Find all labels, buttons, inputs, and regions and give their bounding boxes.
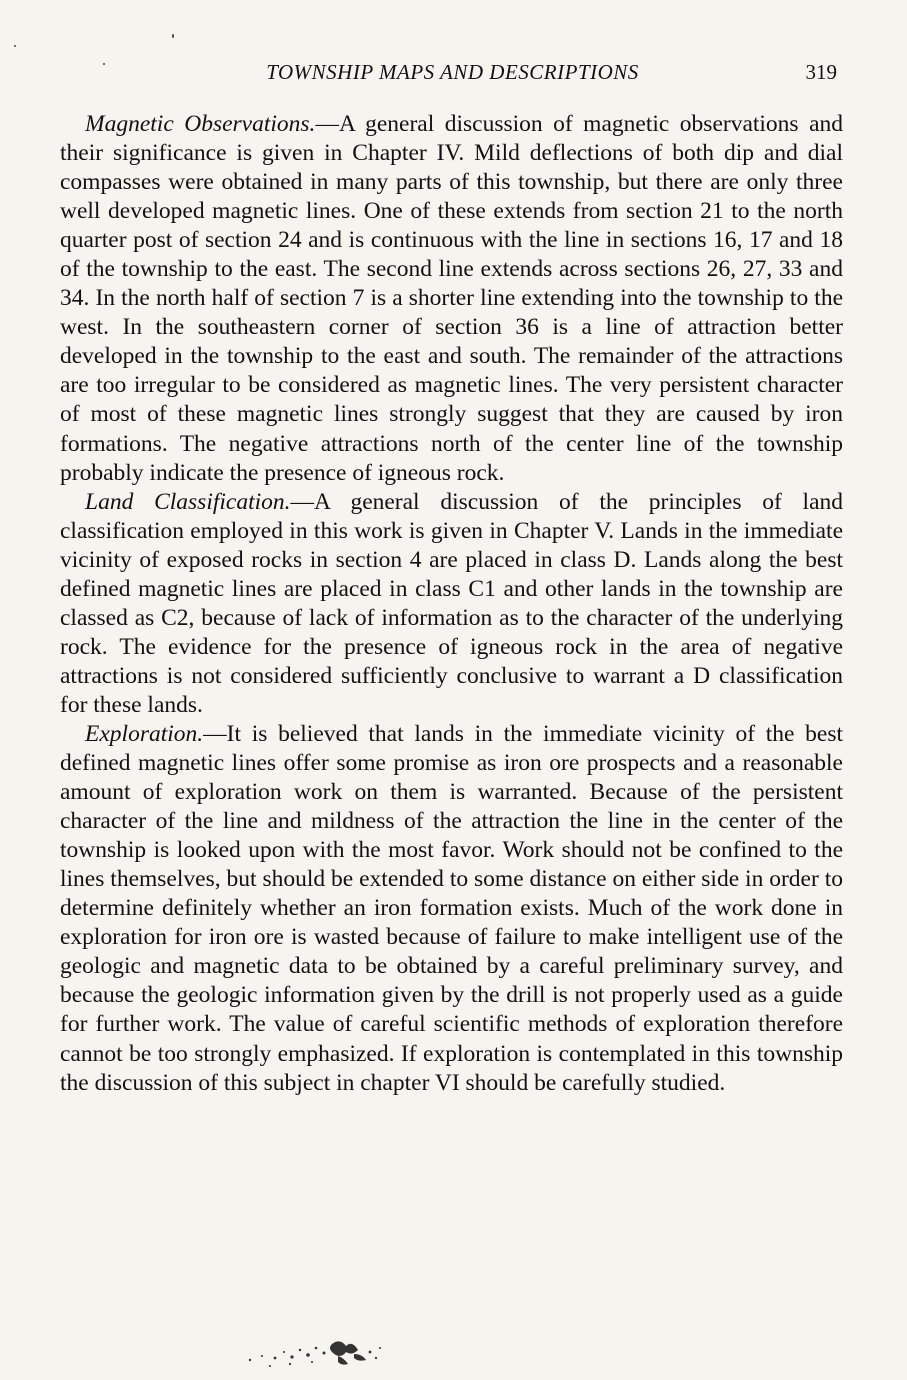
paragraph-exploration [60, 720, 843, 1098]
paragraph-heading: Magnetic Observations. [85, 111, 316, 137]
body-text [60, 110, 843, 1098]
printer-ornament-icon [220, 1330, 390, 1374]
paragraph-body: —A general discussion of magnetic observations and their significance is given in Chapter IV. Mild deflections of both dip and dial compasses were obtained in many parts of this township, but there are only three well developed magnetic lines. One of these extends from section 21 to the north quarter post of section 24 and is continuous with the line in sections 16, 17 and 18 of the township to the east. The second line extends across sections 26, 27, 33 and 34. In the north half of section 7 is a shorter line extending into the township to the west. In the southeastern corner of section 36 is a line of attraction better developed in the township to the east and south. The remainder of the attractions are too irregular to be considered as magnetic lines. The very persistent character of most of these magnetic lines strongly suggest that they are caused by iron formations. The negative attractions north of the center line of the township probably indicate the presence of igneous rock. [60, 111, 843, 486]
paper-speck [14, 45, 16, 47]
page-number: 319 [805, 60, 837, 84]
paragraph-heading: Exploration. [85, 720, 204, 747]
paper-speck [103, 63, 105, 65]
running-title: TOWNSHIP MAPS AND DESCRIPTIONS [266, 60, 639, 84]
paragraph-magnetic-observations [60, 110, 843, 488]
paper-speck [172, 34, 174, 38]
paragraph-body: —It is believed that lands in the immediate vicinity of the best defined magnetic lines offer some promise as iron ore prospects and a reasonable amount of exploration work on them is warranted. Because of the persistent character of the line and mildness of the attraction the line in the center of the township is looked upon with the most favor. Work should not be confined to the lines themselves, but should be extended to some distance on either side in order to determine definitely whether an iron formation exists. Much of the work done in exploration for iron ore is wasted because of failure to make intelligent use of the geologic and magnetic data to be obtained by a careful preliminary survey, and because the geologic information given by the drill is not properly used as a guide for further work. The value of careful scientific methods of exploration therefore cannot be too strongly emphasized. If exploration is contemplated in this township the discussion of this subject in chapter VI should be carefully studied. [60, 720, 843, 1096]
paragraph-heading: Land Classification. [85, 488, 291, 515]
running-head [60, 57, 845, 87]
paragraph-land-classification [60, 488, 843, 720]
paragraph-body: —A general discussion of the principles of land classification employed in this work is given in Chapter V. Lands in the immediate vicinity of exposed rocks in section 4 are placed in class D. Lands along the best defined magnetic lines are placed in class C1 and other lands in the township are classed as C2, because of lack of information as to the character of the underlying rock. The evidence for the presence of igneous rock in the area of negative attractions is not considered sufficiently conclusive to warrant a D classification for these lands. [60, 488, 843, 718]
